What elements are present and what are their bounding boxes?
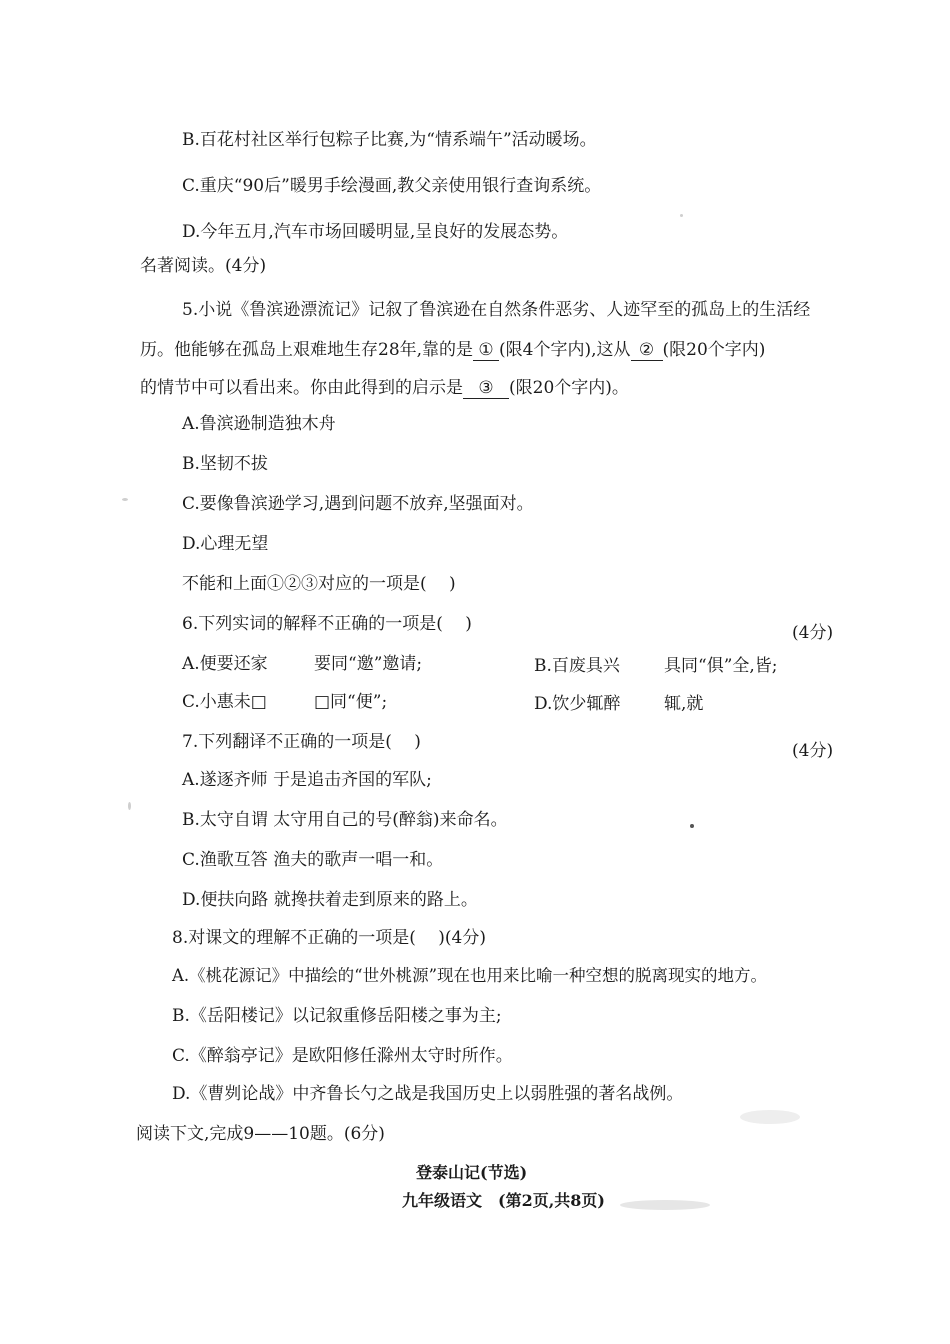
q5-text-2b: (限4个字内),这从: [499, 340, 631, 360]
q5-blank-2: ②: [631, 340, 663, 361]
q6-option-b-word: B.百废具兴: [534, 656, 620, 676]
q4-option-b: B.百花村社区举行包粽子比赛,为“情系端午”活动暖场。: [182, 130, 597, 150]
scan-speck: [680, 214, 683, 217]
q5-stem-line1: 5.小说《鲁滨逊漂流记》记叙了鲁滨逊在自然条件恶劣、人迹罕至的孤岛上的生活经: [182, 300, 811, 320]
q5-text-3a: 的情节中可以看出来。你由此得到的启示是: [140, 378, 463, 398]
q5-option-d: D.心理无望: [182, 534, 269, 554]
q6-option-c-explanation: □同“便”;: [314, 692, 388, 712]
q7-option-d: D.便扶向路 就搀扶着走到原来的路上。: [182, 890, 478, 910]
q8-option-a: A.《桃花源记》中描绘的“世外桃源”现在也用来比喻一种空想的脱离现实的地方。: [172, 966, 768, 985]
q5-option-c: C.要像鲁滨逊学习,遇到问题不放弃,坚强面对。: [182, 494, 534, 514]
q7-option-a: A.遂逐齐师 于是追击齐国的军队;: [182, 770, 432, 790]
q6-option-d-word: D.饮少辄醉: [534, 694, 621, 714]
q5-stem-line3: [140, 378, 629, 399]
section-classics-heading: 名著阅读。(4分): [140, 256, 267, 276]
q8-option-c: C.《醉翁亭记》是欧阳修任滁州太守时所作。: [172, 1046, 513, 1066]
q7-option-b: B.太守自谓 太守用自己的号(醉翁)来命名。: [182, 810, 508, 830]
q5-text-2c: (限20个字内): [662, 340, 766, 360]
scan-speck: [128, 802, 131, 810]
reading-intro: 阅读下文,完成9——10题。(6分): [136, 1124, 385, 1144]
q8-stem: 8.对课文的理解不正确的一项是( )(4分): [172, 928, 486, 948]
page-footer: 九年级语文 (第2页,共8页): [402, 1191, 605, 1210]
scan-speck: [122, 498, 128, 501]
q5-blank-3: ③: [463, 378, 509, 399]
q5-stem-line2: [140, 340, 765, 361]
q8-option-b: B.《岳阳楼记》以记叙重修岳阳楼之事为主;: [172, 1006, 502, 1026]
q7-score: (4分): [792, 741, 834, 761]
q5-text-3b: (限20个字内)。: [509, 378, 629, 398]
scan-speck: [690, 824, 694, 828]
q6-stem: 6.下列实词的解释不正确的一项是( ): [182, 614, 472, 634]
q6-option-c-word: C.小惠未□: [182, 692, 267, 712]
q5-text-2a: 历。他能够在孤岛上艰难地生存28年,靠的是: [140, 340, 474, 360]
q8-option-d: D.《曹刿论战》中齐鲁长勺之战是我国历史上以弱胜强的著名战例。: [172, 1084, 684, 1104]
q7-stem: 7.下列翻译不正确的一项是( ): [182, 732, 421, 752]
q5-option-a: A.鲁滨逊制造独木舟: [182, 414, 336, 434]
q6-option-a-word: A.便要还家: [182, 654, 268, 674]
q5-question: 不能和上面①②③对应的一项是( ): [182, 574, 456, 594]
q6-option-d-explanation: 辄,就: [664, 694, 704, 714]
q5-blank-1: ①: [473, 340, 499, 361]
scan-smudge: [740, 1110, 800, 1124]
scan-smudge: [620, 1200, 710, 1210]
q6-option-b-explanation: 具同“俱”全,皆;: [664, 656, 778, 676]
q6-option-a-explanation: 要同“邀”邀请;: [314, 654, 423, 674]
q5-option-b: B.坚韧不拔: [182, 454, 268, 474]
q4-option-d: D.今年五月,汽车市场回暖明显,呈良好的发展态势。: [182, 222, 569, 242]
q6-score: (4分): [792, 623, 834, 643]
q7-option-c: C.渔歌互答 渔夫的歌声一唱一和。: [182, 850, 444, 870]
passage-title: 登泰山记(节选): [416, 1163, 528, 1182]
q4-option-c: C.重庆“90后”暖男手绘漫画,教父亲使用银行查询系统。: [182, 176, 602, 196]
